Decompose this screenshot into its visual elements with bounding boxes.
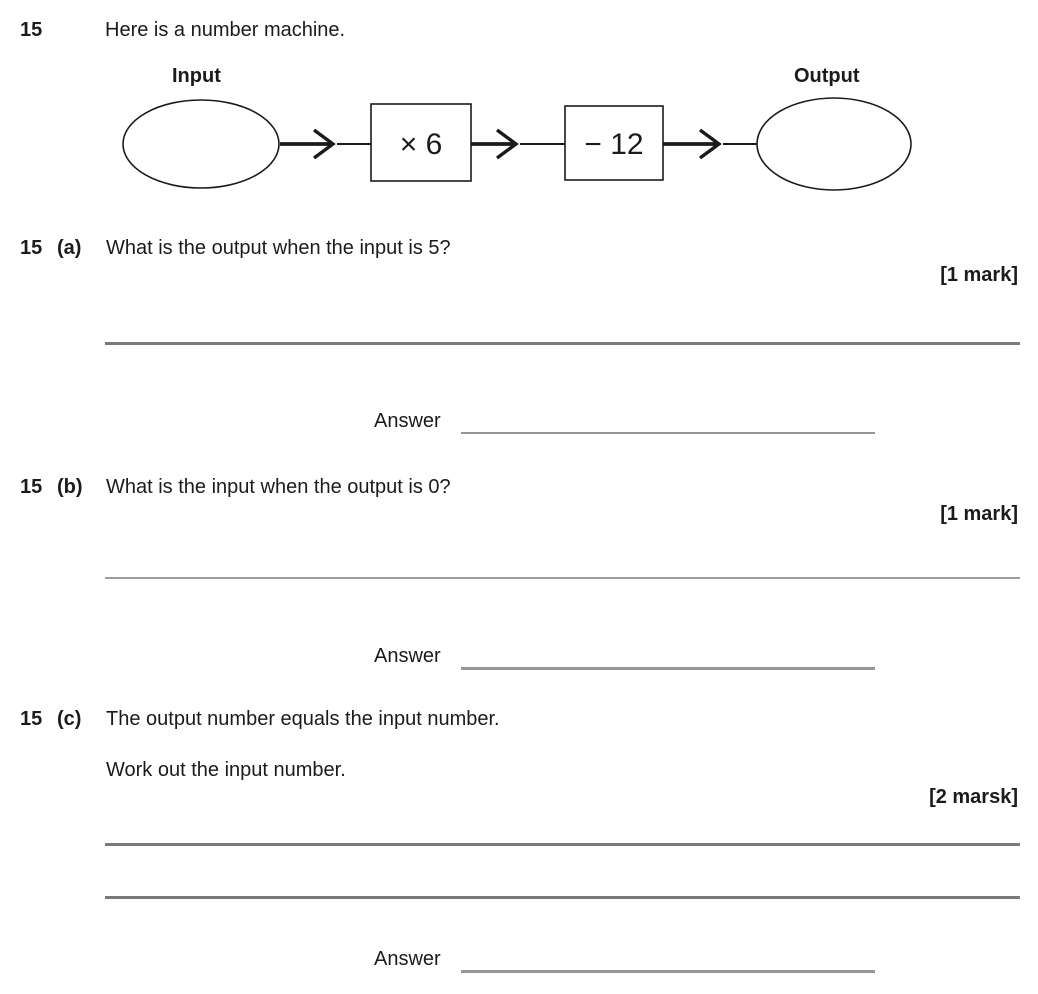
part-c-working-line-2 — [105, 896, 1020, 899]
question-number: 15 — [20, 19, 43, 41]
part-b-answer-line — [461, 667, 875, 670]
part-a-answer-label: Answer — [374, 410, 441, 432]
part-c-working-line-1 — [105, 843, 1020, 846]
input-oval — [123, 100, 279, 188]
part-c-number: 15 — [20, 708, 43, 730]
part-c-answer-label: Answer — [374, 948, 441, 970]
part-a-answer-line — [461, 432, 875, 434]
part-a-number: 15 — [20, 237, 43, 259]
arrow-multiply-to-subtract — [471, 130, 565, 158]
number-machine-diagram — [0, 0, 1038, 215]
part-c-answer-line — [461, 970, 875, 973]
part-c-marks: [2 marsk] — [929, 786, 1018, 808]
part-a-marks: [1 mark] — [940, 264, 1018, 286]
question-intro: Here is a number machine. — [105, 19, 346, 41]
multiply-box-label: × 6 — [399, 128, 443, 161]
input-label: Input — [172, 65, 221, 87]
subtract-box-label: − 12 — [584, 128, 644, 161]
part-a-letter: (a) — [57, 237, 82, 259]
part-a-working-line — [105, 342, 1020, 345]
part-c-prompt-2: Work out the input number. — [106, 759, 346, 781]
part-c-prompt: The output number equals the input number. — [106, 708, 500, 730]
arrow-subtract-to-output — [663, 130, 757, 158]
part-b-letter: (b) — [57, 476, 83, 498]
part-a-prompt: What is the output when the input is 5? — [106, 237, 451, 259]
part-b-working-line — [105, 577, 1020, 579]
output-label: Output — [794, 65, 860, 87]
part-b-prompt: What is the input when the output is 0? — [106, 476, 451, 498]
part-b-number: 15 — [20, 476, 43, 498]
output-oval — [757, 98, 911, 190]
arrow-input-to-multiply — [280, 130, 371, 158]
part-c-letter: (c) — [57, 708, 82, 730]
part-b-marks: [1 mark] — [940, 503, 1018, 525]
part-b-answer-label: Answer — [374, 645, 441, 667]
